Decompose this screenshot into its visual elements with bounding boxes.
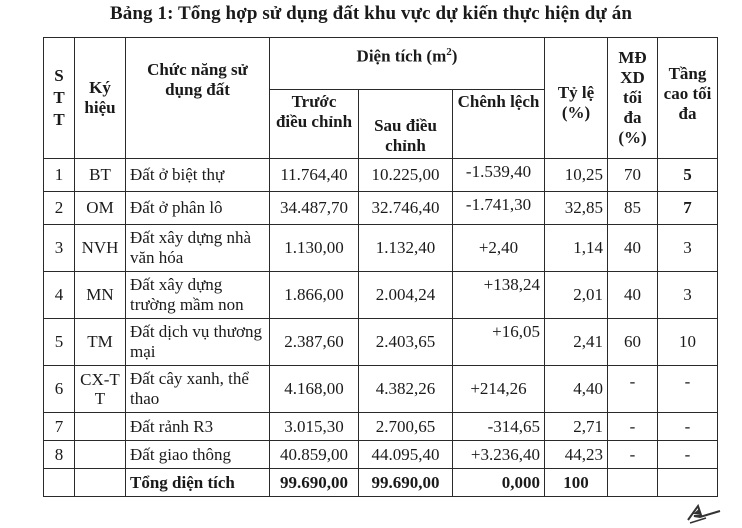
cell-md-xd: 60	[608, 319, 658, 366]
cell-tang-cao: 10	[658, 319, 718, 366]
header-stt-line: S	[54, 66, 64, 85]
cell-tang-cao: 5	[658, 159, 718, 192]
total-tang-cao	[658, 469, 718, 497]
cell-chenh: +138,24	[453, 272, 545, 319]
header-dien-tich	[270, 38, 545, 90]
cell-chenh: +214,26	[453, 366, 545, 413]
cell-truoc: 3.015,30	[270, 413, 359, 441]
signature-mark-icon	[684, 503, 724, 525]
cell-ky-hieu: MN	[75, 272, 126, 319]
cell-stt: 4	[44, 272, 75, 319]
cell-truoc: 34.487,70	[270, 192, 359, 225]
cell-md-xd: 40	[608, 225, 658, 272]
cell-sau: 2.403,65	[359, 319, 453, 366]
cell-ty-le: 10,25	[545, 159, 608, 192]
cell-chenh: +2,40	[453, 225, 545, 272]
table-row	[44, 272, 718, 319]
cell-chenh: +16,05	[453, 319, 545, 366]
total-truoc: 99.690,00	[270, 469, 359, 497]
cell-stt: 8	[44, 441, 75, 469]
header-chuc-nang: Chức năng sử dụng đất	[126, 38, 270, 159]
cell-tang-cao: 3	[658, 272, 718, 319]
cell-chuc-nang: Đất giao thông	[126, 441, 270, 469]
header-ty-le: Tỷ lệ (%)	[545, 38, 608, 159]
cell-ty-le: 1,14	[545, 225, 608, 272]
cell-ty-le: 2,01	[545, 272, 608, 319]
cell-sau: 2.004,24	[359, 272, 453, 319]
table-row	[44, 441, 718, 469]
cell-ky-hieu	[75, 441, 126, 469]
cell-chuc-nang: Đất rảnh R3	[126, 413, 270, 441]
header-tang-cao: Tầng cao tối đa	[658, 38, 718, 159]
table-row	[44, 192, 718, 225]
cell-tang-cao: 3	[658, 225, 718, 272]
total-chenh: 0,000	[453, 469, 545, 497]
cell-stt: 5	[44, 319, 75, 366]
header-truoc: Trước điều chỉnh	[270, 90, 359, 159]
total-sau: 99.690,00	[359, 469, 453, 497]
cell-chuc-nang: Đất xây dựng trường mầm non	[126, 272, 270, 319]
cell-tang-cao: -	[658, 441, 718, 469]
cell-md-xd: 40	[608, 272, 658, 319]
cell-ty-le: 2,41	[545, 319, 608, 366]
header-stt-line: T	[53, 110, 65, 129]
cell-md-xd: 85	[608, 192, 658, 225]
cell-stt: 7	[44, 413, 75, 441]
table-row	[44, 413, 718, 441]
cell-truoc: 4.168,00	[270, 366, 359, 413]
cell-tang-cao: -	[658, 366, 718, 413]
table-title: Bảng 1: Tổng hợp sử dụng đất khu vực dự kiến thực hiện dự án	[110, 3, 632, 24]
cell-truoc: 1.866,00	[270, 272, 359, 319]
table-row	[44, 159, 718, 192]
cell-chuc-nang: Đất ở phân lô	[126, 192, 270, 225]
cell-ty-le: 44,23	[545, 441, 608, 469]
cell-ty-le: 4,40	[545, 366, 608, 413]
cell-ky-hieu: NVH	[75, 225, 126, 272]
cell-stt: 2	[44, 192, 75, 225]
table-row	[44, 366, 718, 413]
header-md-xd: MĐ XD tối đa (%)	[608, 38, 658, 159]
cell-ky-hieu: TM	[75, 319, 126, 366]
cell-sau: 10.225,00	[359, 159, 453, 192]
cell-chuc-nang: Đất ở biệt thự	[126, 159, 270, 192]
total-md-xd	[608, 469, 658, 497]
header-chenh: Chênh lệch	[453, 90, 545, 159]
cell-chenh: -1.539,40	[453, 159, 545, 192]
cell-chenh: -314,65	[453, 413, 545, 441]
cell-ky-hieu	[75, 413, 126, 441]
header-ky-hieu: Ký hiệu	[75, 38, 126, 159]
cell-ky-hieu	[75, 469, 126, 497]
cell-tang-cao: 7	[658, 192, 718, 225]
cell-ky-hieu: BT	[75, 159, 126, 192]
cell-stt: 1	[44, 159, 75, 192]
cell-ky-hieu: OM	[75, 192, 126, 225]
cell-stt	[44, 469, 75, 497]
header-stt	[44, 38, 75, 159]
cell-sau: 1.132,40	[359, 225, 453, 272]
cell-chenh: +3.236,40	[453, 441, 545, 469]
cell-chuc-nang: Đất dịch vụ thương mại	[126, 319, 270, 366]
cell-md-xd: -	[608, 366, 658, 413]
cell-sau: 2.700,65	[359, 413, 453, 441]
cell-sau: 44.095,40	[359, 441, 453, 469]
total-row	[44, 469, 718, 497]
cell-truoc: 1.130,00	[270, 225, 359, 272]
cell-truoc: 11.764,40	[270, 159, 359, 192]
cell-truoc: 40.859,00	[270, 441, 359, 469]
cell-md-xd: -	[608, 413, 658, 441]
header-sau: Sau điều chỉnh	[359, 90, 453, 159]
header-stt-line: T	[53, 88, 65, 107]
cell-chuc-nang: Đất cây xanh, thể thao	[126, 366, 270, 413]
land-use-table	[43, 37, 718, 497]
cell-chuc-nang: Đất xây dựng nhà văn hóa	[126, 225, 270, 272]
table-row	[44, 319, 718, 366]
cell-ty-le: 32,85	[545, 192, 608, 225]
cell-sau: 32.746,40	[359, 192, 453, 225]
cell-stt: 3	[44, 225, 75, 272]
table-row	[44, 225, 718, 272]
cell-tang-cao: -	[658, 413, 718, 441]
cell-truoc: 2.387,60	[270, 319, 359, 366]
cell-md-xd: 70	[608, 159, 658, 192]
header-dien-tich-label: Diện tích (m	[356, 46, 447, 66]
cell-stt: 6	[44, 366, 75, 413]
cell-sau: 4.382,26	[359, 366, 453, 413]
total-ty-le: 100	[545, 469, 608, 497]
header-dien-tich-sup: 2	[446, 46, 452, 58]
cell-md-xd: -	[608, 441, 658, 469]
total-label: Tổng diện tích	[126, 469, 270, 497]
cell-ty-le: 2,71	[545, 413, 608, 441]
cell-ky-hieu: CX-TT	[75, 366, 126, 413]
header-dien-tich-close: )	[451, 46, 458, 66]
cell-chenh: -1.741,30	[453, 192, 545, 225]
